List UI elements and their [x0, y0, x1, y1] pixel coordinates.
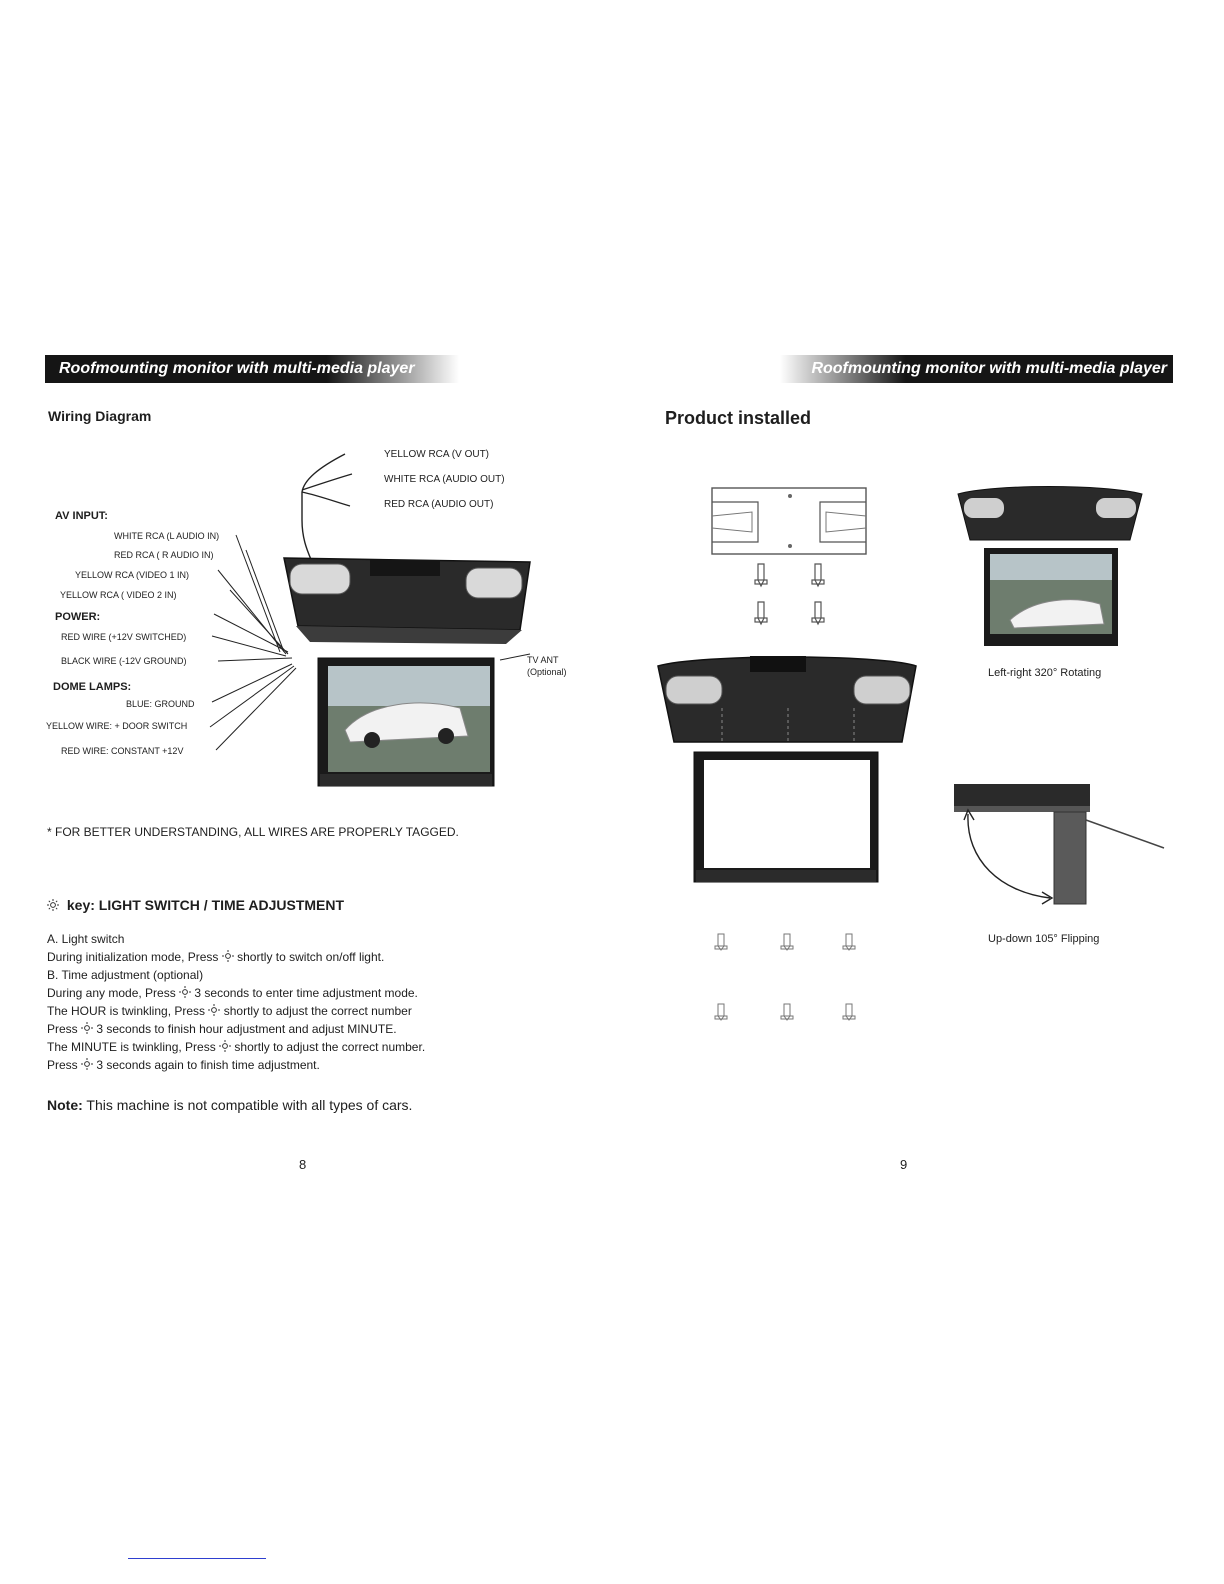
power-heading: POWER:	[55, 611, 101, 623]
dome-lamps-item: YELLOW WIRE: + DOOR SWITCH	[46, 721, 188, 731]
flipping-caption: Up-down 105° Flipping	[988, 933, 1100, 945]
tv-ant-label: TV ANT	[527, 655, 559, 665]
sun-key-icon	[47, 899, 59, 911]
sun-key-icon	[222, 950, 234, 962]
rotating-monitor-illustration	[954, 482, 1146, 654]
product-installed-title: Product installed	[665, 408, 812, 428]
av-input-item: YELLOW RCA (VIDEO 1 IN)	[75, 570, 190, 580]
wiring-footnote: * FOR BETTER UNDERSTANDING, ALL WIRES ARE PROPERLY TAGGED.	[47, 825, 459, 839]
instruction-line: During initialization mode, Press shortly to switch on/off light.	[47, 950, 385, 964]
sun-key-icon	[219, 1040, 231, 1052]
power-item: BLACK WIRE (-12V GROUND)	[61, 656, 187, 666]
key-heading	[47, 897, 344, 913]
compatibility-note	[47, 1097, 412, 1113]
installation-illustration	[640, 480, 940, 890]
sun-key-icon	[81, 1058, 93, 1070]
av-input-item: RED RCA ( R AUDIO IN)	[114, 550, 214, 560]
left-header-banner: Roofmounting monitor with multi-media player	[45, 355, 459, 383]
instruction-line: During any mode, Press 3 seconds to enter time adjustment mode.	[47, 986, 418, 1000]
key-heading-text: key: LIGHT SWITCH / TIME ADJUSTMENT	[66, 897, 345, 913]
av-input-heading: AV INPUT:	[55, 510, 108, 522]
instruction-line: Press 3 seconds again to finish time adjustment.	[47, 1058, 320, 1072]
flipping-monitor-illustration	[950, 780, 1170, 920]
right-header-banner: Roofmounting monitor with multi-media player	[780, 355, 1173, 383]
sun-key-icon	[81, 1022, 93, 1034]
output-label-yellow: YELLOW RCA (V OUT)	[384, 449, 490, 460]
screws-illustration	[700, 928, 870, 1028]
page-number-right: 9	[900, 1157, 908, 1172]
sun-key-icon	[179, 986, 191, 998]
instruction-line: The MINUTE is twinkling, Press shortly to adjust the correct number.	[47, 1040, 426, 1054]
instruction-line: B. Time adjustment (optional)	[47, 968, 204, 982]
tv-ant-note: (Optional)	[527, 667, 567, 677]
note-text: This machine is not compatible with all types of cars.	[86, 1097, 413, 1113]
dome-lamps-item: BLUE: GROUND	[126, 699, 195, 709]
instruction-line: A. Light switch	[47, 932, 125, 946]
power-item: RED WIRE (+12V SWITCHED)	[61, 632, 187, 642]
wiring-diagram-title: Wiring Diagram	[48, 408, 152, 424]
rotating-caption: Left-right 320° Rotating	[988, 667, 1102, 679]
sun-key-icon	[208, 1004, 220, 1016]
wiring-diagram-illustration	[0, 440, 612, 800]
bottom-rule	[128, 1558, 266, 1559]
av-input-item: YELLOW RCA ( VIDEO 2 IN)	[60, 590, 177, 600]
dome-lamps-item: RED WIRE: CONSTANT +12V	[61, 746, 184, 756]
page-number-left: 8	[299, 1157, 307, 1172]
note-label: Note:	[47, 1097, 83, 1113]
dome-lamps-heading: DOME LAMPS:	[53, 681, 132, 693]
output-label-red: RED RCA (AUDIO OUT)	[384, 499, 494, 510]
av-input-item: WHITE RCA (L AUDIO IN)	[114, 531, 220, 541]
instructions-block	[47, 930, 425, 1074]
output-label-white: WHITE RCA (AUDIO OUT)	[384, 474, 505, 485]
instruction-line: Press 3 seconds to finish hour adjustment and adjust MINUTE.	[47, 1022, 397, 1036]
instruction-line: The HOUR is twinkling, Press shortly to adjust the correct number	[47, 1004, 412, 1018]
